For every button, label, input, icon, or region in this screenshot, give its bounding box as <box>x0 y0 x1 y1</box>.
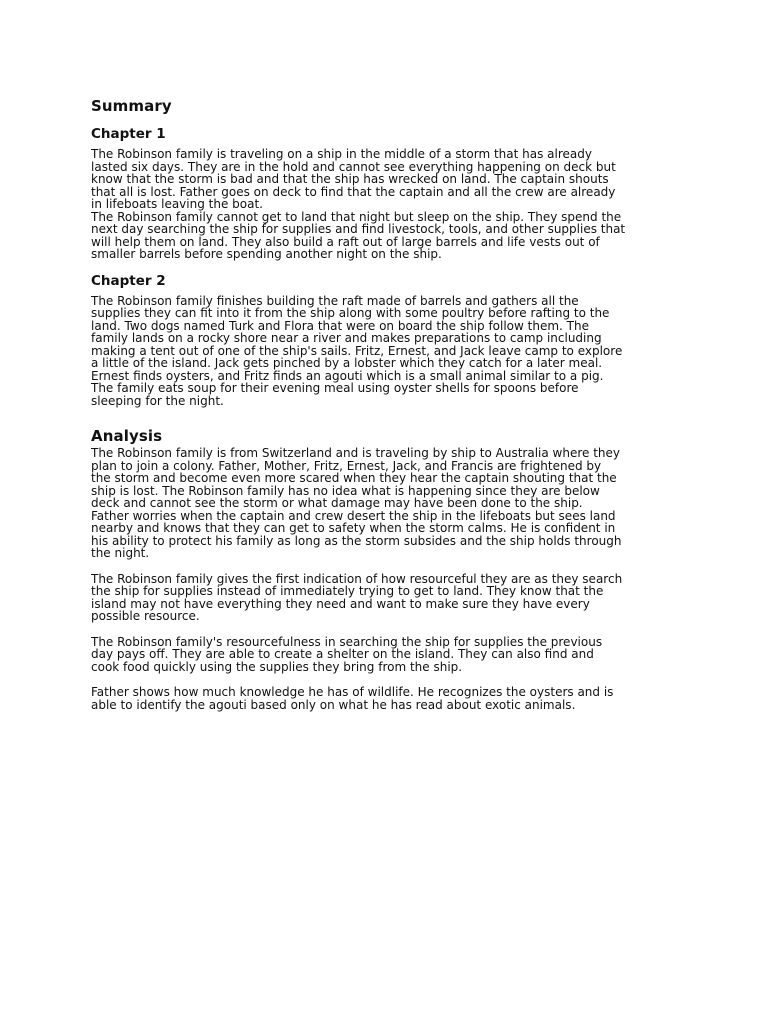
analysis-heading: Analysis <box>91 427 163 445</box>
chapter-2-paragraph: The Robinson family finishes building the raft made of barrels and gathers all the supplies they can fit into it from the ship along with some poultry before rafting to the land. Two dogs named Turk and Flora that were on board the ship follow them. The family lands on a rocky shore near a river and makes preparations to camp including making a tent out of one of the ship's sails. Fritz, Ernest, and Jack leave camp to explore a little of the island. Jack gets pinched by a lobster which they catch for a later meal. Ernest finds oysters, and Fritz finds an agouti which is a small animal similar to a pig. The family eats soup for their evening meal using oyster shells for spoons before sleeping for the night. <box>91 293 623 408</box>
analysis-paragraph: The Robinson family gives the first indication of how resourceful they are as they search the ship for supplies instead of immediately trying to get to land. They know that the island may not have everything they need and want to make sure they have every possible resource. <box>91 571 623 623</box>
chapter-1-paragraph: The Robinson family is traveling on a ship in the middle of a storm that has already lasted six days. They are in the hold and cannot see everything happening on deck but know that the storm is bad and that the ship has wrecked on land. The captain shouts that all is lost. Father goes on deck to find that the captain and all the crew are already in lifeboats leaving the boat. <box>91 147 616 211</box>
summary-heading: Summary <box>91 97 172 115</box>
chapter-2-heading: Chapter 2 <box>91 272 166 289</box>
analysis-paragraph: The Robinson family is from Switzerland and is traveling by ship to Australia where they plan to join a colony. Father, Mother, Fritz, Ernest, Jack, and Francis are frightened by the storm and become even more scared when they hear the captain shouting that the ship is lost. The Robinson family has no idea what is happening since they are below deck and cannot see the storm or what damage may have been done to the ship. Father worries when the captain and crew desert the ship in the lifeboats but sees land nearby and knows that they can get to safety when the storm calms. He is confident in his ability to protect his family as long as the storm subsides and the ship holds through the night. <box>91 446 622 560</box>
analysis-paragraph: The Robinson family's resourcefulness in searching the ship for supplies the previous day pays off. They are able to create a shelter on the island. They can also find and cook food quickly using the supplies they bring from the ship. <box>91 634 603 674</box>
chapter-1-paragraph: The Robinson family cannot get to land that night but sleep on the ship. They spend the next day searching the ship for supplies and find livestock, tools, and other supplies that will help them on land. They also build a raft out of large barrels and life vests out of smaller barrels before spending another night on the ship. <box>91 209 626 261</box>
chapter-1-heading: Chapter 1 <box>91 126 166 142</box>
document-content <box>91 96 681 711</box>
analysis-paragraph: Father shows how much knowledge he has of wildlife. He recognizes the oysters and is able to identify the agouti based only on what he has read about exotic animals. <box>91 685 614 712</box>
